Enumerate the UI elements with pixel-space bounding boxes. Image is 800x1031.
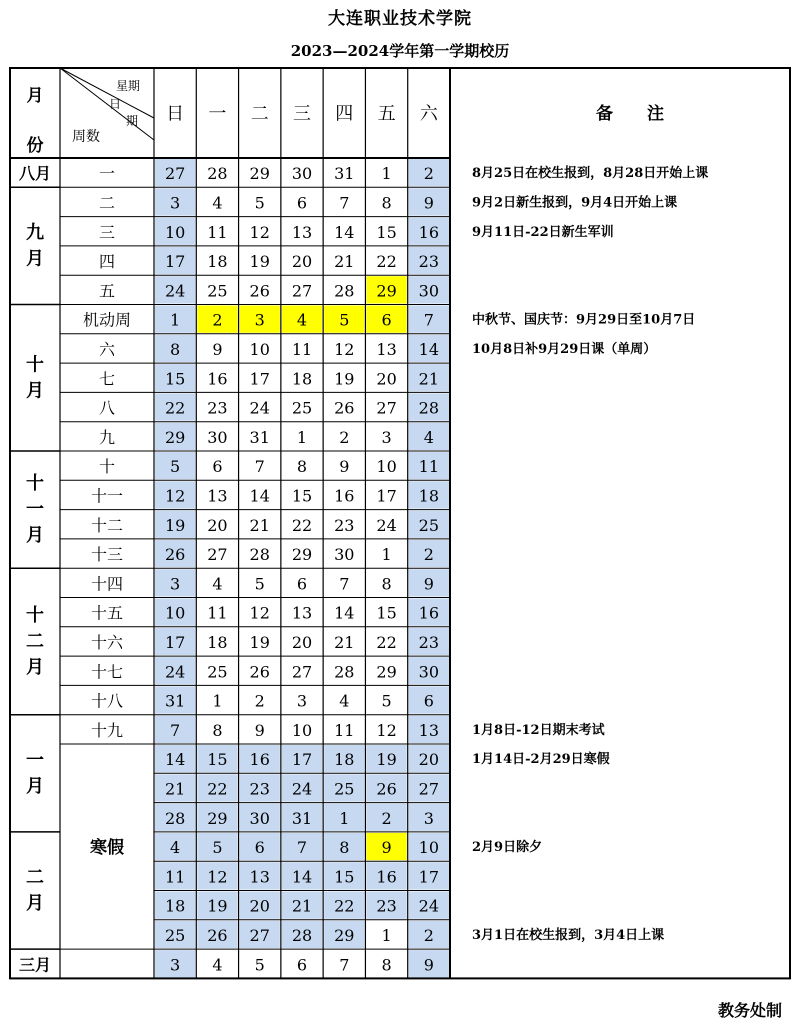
day-number: 2 [423, 545, 434, 565]
month-label-char: 一 [26, 499, 44, 521]
day-number: 30 [418, 662, 440, 682]
week-number: 十五 [90, 603, 124, 623]
day-number: 15 [376, 603, 397, 623]
day-number: 3 [296, 691, 308, 711]
day-number: 17 [164, 632, 186, 652]
note-text: 3月1日在校生报到，3月4日上课 [472, 927, 665, 943]
day-number: 18 [207, 632, 228, 652]
day-number: 5 [254, 574, 265, 594]
week-number: 十 [98, 457, 116, 477]
day-number: 31 [249, 427, 270, 447]
day-number: 13 [376, 339, 397, 359]
day-number: 25 [207, 662, 228, 682]
day-number: 11 [207, 222, 228, 242]
day-number: 8 [339, 838, 350, 858]
week-number: 九 [98, 427, 116, 447]
note-text: 中秋节、国庆节：9月29日至10月7日 [472, 312, 696, 328]
day-number: 7 [339, 955, 350, 975]
day-number: 9 [423, 193, 434, 213]
day-number: 26 [376, 779, 397, 799]
week-number: 八 [98, 398, 116, 418]
day-number: 9 [254, 720, 265, 740]
day-number: 14 [164, 750, 186, 770]
day-number: 21 [249, 515, 270, 535]
day-number: 26 [249, 662, 270, 682]
day-number: 24 [249, 398, 270, 418]
day-number: 19 [249, 632, 270, 652]
day-number: 8 [381, 574, 392, 594]
day-number: 10 [291, 720, 313, 740]
day-number: 2 [423, 164, 434, 184]
day-number: 18 [418, 486, 440, 506]
day-number: 11 [164, 867, 186, 887]
day-number: 1 [339, 808, 350, 828]
week-number: 六 [98, 339, 116, 359]
day-number: 14 [249, 486, 270, 506]
day-number: 23 [249, 779, 270, 799]
day-number: 8 [381, 955, 392, 975]
day-number: 31 [334, 164, 355, 184]
day-label-2: 期 [125, 114, 139, 128]
day-number: 26 [164, 545, 186, 565]
month-label-char: 二 [26, 630, 44, 652]
winter-break-label: 寒假 [90, 837, 124, 858]
day-number: 3 [170, 193, 181, 213]
day-number: 25 [418, 515, 440, 535]
day-number: 29 [291, 545, 313, 565]
week-number: 机动周 [82, 310, 132, 330]
day-number: 13 [291, 603, 313, 623]
day-number: 7 [339, 574, 350, 594]
day-number: 1 [381, 164, 392, 184]
diagonal-line [60, 68, 154, 118]
day-number: 5 [381, 691, 392, 711]
day-number: 7 [423, 310, 434, 330]
day-number: 17 [249, 369, 270, 389]
day-number: 22 [334, 896, 355, 916]
day-number: 13 [291, 222, 313, 242]
note-text: 9月11日-22日新生军训 [472, 224, 614, 240]
day-number: 19 [207, 896, 228, 916]
day-number: 3 [381, 427, 392, 447]
month-label: 八月 [18, 164, 52, 184]
day-number: 20 [207, 515, 228, 535]
month-label-char: 九 [26, 222, 44, 244]
notes-header: 备 注 [596, 104, 664, 124]
day-number: 30 [291, 164, 313, 184]
note-text: 9月2日新生报到，9月4日开始上课 [472, 195, 678, 211]
day-number: 27 [376, 398, 397, 418]
day-number: 28 [334, 662, 355, 682]
day-number: 29 [164, 427, 186, 447]
day-number: 3 [170, 574, 181, 594]
day-number: 10 [164, 222, 186, 242]
day-number: 27 [207, 545, 228, 565]
day-number: 20 [291, 252, 313, 272]
day-number: 21 [291, 896, 313, 916]
day-number: 20 [418, 750, 440, 770]
day-number: 24 [376, 515, 397, 535]
day-number: 17 [291, 750, 313, 770]
day-number: 2 [212, 310, 223, 330]
day-number: 21 [334, 252, 355, 272]
day-number: 5 [254, 193, 265, 213]
weekday-header: 四 [335, 103, 354, 125]
day-number: 13 [418, 720, 440, 740]
note-text: 1月8日-12日期末考试 [472, 722, 605, 738]
day-number: 29 [249, 164, 270, 184]
day-number: 20 [249, 896, 270, 916]
day-number: 6 [423, 691, 434, 711]
month-label-char: 十 [26, 604, 44, 626]
day-number: 14 [291, 867, 313, 887]
day-number: 20 [291, 632, 313, 652]
day-number: 5 [339, 310, 350, 330]
day-number: 17 [164, 252, 186, 272]
day-number: 13 [207, 486, 228, 506]
week-number: 三 [98, 222, 116, 242]
day-number: 25 [207, 281, 228, 301]
month-header: 月 [26, 86, 44, 106]
day-number: 4 [212, 955, 223, 975]
day-number: 4 [296, 310, 308, 330]
day-number: 19 [376, 750, 397, 770]
day-number: 23 [207, 398, 228, 418]
day-number: 6 [296, 193, 308, 213]
month-label-char: 二 [26, 867, 44, 888]
day-number: 8 [381, 193, 392, 213]
week-number: 十一 [90, 486, 124, 506]
month-label-char: 月 [26, 775, 44, 797]
day-number: 7 [296, 838, 308, 858]
week-number: 十六 [90, 632, 124, 652]
day-number: 12 [164, 486, 186, 506]
month-label-char: 一 [26, 749, 44, 771]
day-number: 1 [296, 427, 308, 447]
day-number: 29 [376, 281, 397, 301]
day-number: 29 [334, 925, 355, 945]
day-number: 4 [423, 427, 434, 447]
day-number: 28 [164, 808, 186, 828]
week-number: 十九 [90, 720, 124, 740]
day-number: 29 [207, 808, 228, 828]
day-number: 4 [212, 193, 223, 213]
week-label: 周数 [72, 129, 100, 145]
day-number: 2 [339, 427, 350, 447]
day-number: 27 [291, 662, 313, 682]
month-label-char: 月 [26, 656, 44, 678]
week-number: 十七 [90, 662, 124, 682]
day-number: 24 [164, 281, 186, 301]
school-name: 大连职业技术学院 [328, 9, 472, 29]
day-number: 12 [334, 339, 355, 359]
day-number: 9 [381, 838, 392, 858]
day-number: 16 [418, 603, 440, 623]
week-number: 十八 [90, 691, 124, 711]
day-number: 1 [381, 545, 392, 565]
day-number: 28 [249, 545, 270, 565]
week-number: 二 [98, 193, 116, 213]
day-number: 10 [418, 838, 440, 858]
day-number: 5 [212, 838, 223, 858]
day-number: 8 [296, 457, 308, 477]
day-number: 25 [334, 779, 355, 799]
day-number: 31 [164, 691, 186, 711]
day-number: 2 [254, 691, 265, 711]
day-number: 6 [212, 457, 223, 477]
day-number: 25 [291, 398, 313, 418]
week-number: 十二 [90, 515, 124, 535]
weekday-label: 星期 [115, 79, 141, 93]
day-number: 1 [170, 310, 181, 330]
day-number: 27 [291, 281, 313, 301]
day-number: 3 [423, 808, 434, 828]
day-number: 18 [207, 252, 228, 272]
day-number: 10 [249, 339, 270, 359]
day-number: 4 [212, 574, 223, 594]
weekday-header: 六 [419, 103, 438, 125]
day-number: 23 [418, 252, 440, 272]
day-number: 26 [207, 925, 228, 945]
day-number: 1 [381, 925, 392, 945]
week-number: 七 [98, 369, 116, 389]
day-number: 19 [164, 515, 186, 535]
day-number: 27 [249, 925, 270, 945]
day-number: 30 [249, 808, 270, 828]
day-number: 24 [418, 896, 440, 916]
day-number: 23 [376, 896, 397, 916]
day-number: 4 [339, 691, 350, 711]
month-label-char: 月 [26, 380, 44, 402]
day-number: 30 [418, 281, 440, 301]
day-number: 15 [291, 486, 313, 506]
footer-signature: 教务处制 [717, 1001, 782, 1020]
day-number: 22 [376, 252, 397, 272]
day-number: 20 [376, 369, 397, 389]
day-number: 13 [249, 867, 270, 887]
day-number: 31 [291, 808, 313, 828]
day-number: 23 [334, 515, 355, 535]
day-number: 28 [334, 281, 355, 301]
day-number: 6 [296, 574, 308, 594]
day-number: 1 [212, 691, 223, 711]
weekday-header: 日 [166, 103, 185, 125]
day-number: 9 [423, 955, 434, 975]
month-label-char: 十 [26, 473, 44, 495]
day-number: 8 [212, 720, 223, 740]
day-number: 10 [376, 457, 397, 477]
day-number: 16 [376, 867, 397, 887]
day-number: 6 [381, 310, 392, 330]
day-number: 11 [207, 603, 228, 623]
day-number: 26 [249, 281, 270, 301]
day-number: 28 [418, 398, 440, 418]
day-number: 12 [207, 867, 228, 887]
month-label-char: 十 [26, 354, 44, 376]
day-number: 12 [376, 720, 397, 740]
day-number: 7 [254, 457, 265, 477]
day-number: 15 [207, 750, 228, 770]
weekday-header: 三 [293, 103, 311, 125]
month-label-char: 月 [26, 525, 44, 547]
day-number: 16 [207, 369, 228, 389]
day-number: 21 [418, 369, 440, 389]
week-number: 一 [98, 164, 116, 184]
note-text: 10月8日补9月29日课（单周） [472, 341, 657, 357]
week-number: 五 [98, 281, 116, 301]
day-number: 3 [170, 955, 181, 975]
day-number: 30 [334, 545, 355, 565]
note-text: 8月25日在校生报到，8月28日开始上课 [472, 166, 709, 182]
weekday-header: 五 [377, 103, 396, 125]
day-number: 25 [164, 925, 186, 945]
day-number: 9 [339, 457, 350, 477]
day-number: 16 [418, 222, 440, 242]
day-number: 15 [376, 222, 397, 242]
day-number: 22 [207, 779, 228, 799]
day-number: 17 [376, 486, 397, 506]
day-number: 21 [164, 779, 186, 799]
day-number: 7 [170, 720, 181, 740]
day-number: 22 [376, 632, 397, 652]
note-text: 1月14日-2月29日寒假 [472, 752, 610, 768]
day-number: 9 [423, 574, 434, 594]
day-number: 7 [339, 193, 350, 213]
day-number: 29 [376, 662, 397, 682]
day-number: 8 [170, 339, 181, 359]
day-number: 24 [164, 662, 186, 682]
day-number: 16 [334, 486, 355, 506]
day-number: 5 [170, 457, 181, 477]
day-number: 21 [334, 632, 355, 652]
day-label: 日 [108, 97, 122, 111]
day-number: 18 [334, 750, 355, 770]
note-text: 2月9日除夕 [472, 840, 543, 856]
day-number: 11 [334, 720, 355, 740]
day-number: 10 [164, 603, 186, 623]
day-number: 6 [254, 838, 265, 858]
day-number: 5 [254, 955, 265, 975]
day-number: 14 [334, 222, 355, 242]
month-label-char: 月 [26, 248, 44, 270]
day-number: 2 [423, 925, 434, 945]
day-number: 11 [291, 339, 313, 359]
day-number: 9 [212, 339, 223, 359]
weekday-header: 一 [208, 103, 227, 125]
day-number: 14 [334, 603, 355, 623]
month-label-char: 月 [26, 893, 44, 914]
day-number: 30 [207, 427, 228, 447]
day-number: 22 [164, 398, 186, 418]
day-number: 19 [249, 252, 270, 272]
day-number: 16 [249, 750, 270, 770]
day-number: 24 [291, 779, 313, 799]
day-number: 27 [164, 164, 186, 184]
day-number: 23 [418, 632, 440, 652]
calendar-title: 2023—2024学年第一学期校历 [290, 42, 510, 60]
day-number: 14 [418, 339, 440, 359]
day-number: 2 [381, 808, 392, 828]
day-number: 28 [291, 925, 313, 945]
day-number: 15 [164, 369, 186, 389]
day-number: 26 [334, 398, 355, 418]
day-number: 11 [418, 457, 440, 477]
day-number: 27 [418, 779, 440, 799]
day-number: 4 [170, 838, 181, 858]
day-number: 6 [296, 955, 308, 975]
day-number: 18 [291, 369, 313, 389]
day-number: 12 [249, 603, 270, 623]
day-number: 28 [207, 164, 228, 184]
day-number: 22 [291, 515, 313, 535]
weekday-header: 二 [250, 103, 269, 125]
week-number: 十三 [90, 545, 124, 565]
month-label: 三月 [18, 955, 52, 975]
day-number: 12 [249, 222, 270, 242]
day-number: 3 [254, 310, 265, 330]
day-number: 15 [334, 867, 355, 887]
week-number: 四 [98, 252, 116, 272]
day-number: 19 [334, 369, 355, 389]
month-header-2: 份 [26, 136, 44, 156]
day-number: 18 [164, 896, 186, 916]
week-number: 十四 [90, 574, 124, 594]
day-number: 17 [418, 867, 440, 887]
